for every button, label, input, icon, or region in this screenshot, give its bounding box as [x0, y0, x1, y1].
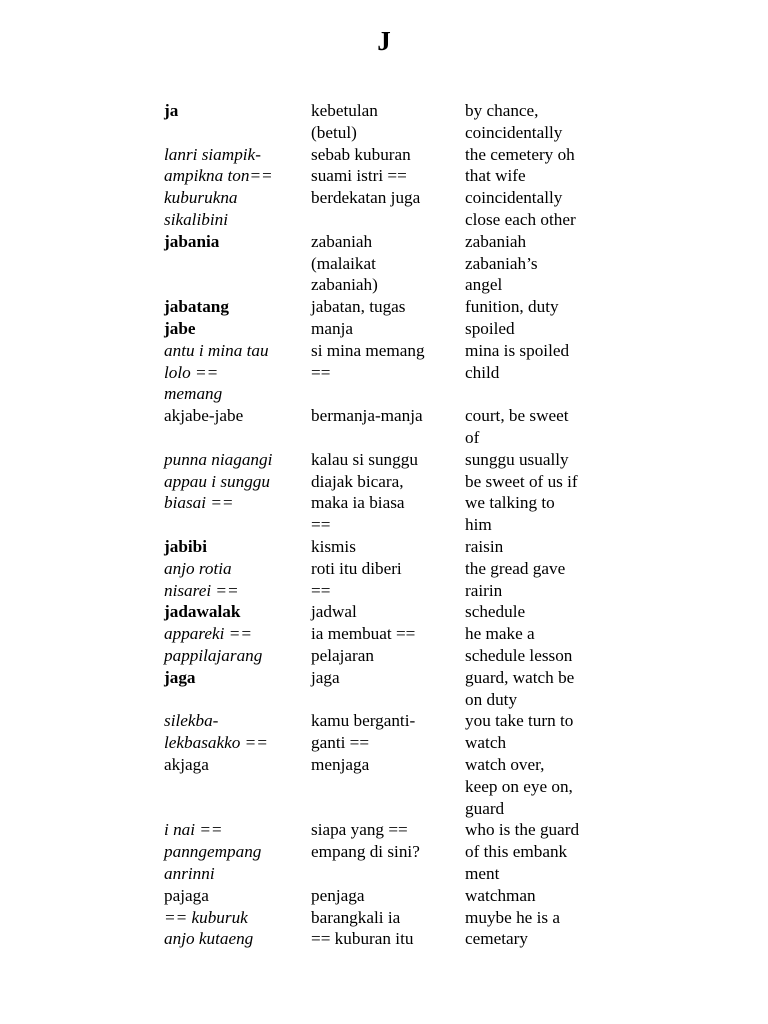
entry-term: jaga	[164, 667, 196, 687]
entry-term: pajaga	[164, 885, 209, 905]
entry-term: jadawalak	[164, 602, 241, 622]
entry-english: spoiled	[465, 319, 515, 338]
entry-english: zabaniah zabaniah’s angel	[465, 231, 538, 295]
entry-term: lanri siampik- ampikna ton== kuburukna sikalibini	[164, 144, 273, 229]
entry-term: antu i mina tau lolo == memang	[164, 340, 269, 404]
entry-indonesian: jadwal	[311, 602, 357, 622]
entry-indonesian: barangkali ia == kuburan itu	[311, 907, 414, 949]
entry-term: akjabe-jabe	[164, 406, 244, 426]
entry-english: sunggu usually be sweet of us if we talking to him	[465, 449, 578, 535]
entry-english: guard, watch be on duty	[465, 667, 575, 709]
entry-term: jabe	[164, 319, 196, 338]
page-heading: J	[377, 26, 391, 56]
entry-english: watch over, keep on eye on, guard	[465, 755, 573, 818]
entry-indonesian: manja	[311, 319, 353, 338]
entry-term: jabibi	[164, 537, 207, 556]
entry-term: akjaga	[164, 755, 209, 774]
entry-indonesian: penjaga	[311, 885, 365, 905]
entry-indonesian: kebetulan (betul)	[311, 101, 378, 142]
entry-term: == kuburuk anjo kutaeng	[164, 907, 254, 949]
entry-english: mina is spoiled child	[465, 340, 570, 382]
entry-term: jabania	[164, 231, 220, 251]
entry-english: he make a schedule lesson	[465, 624, 573, 665]
entry-english: funition, duty	[465, 297, 559, 317]
entry-indonesian: siapa yang == empang di sini?	[311, 820, 420, 862]
entry-indonesian: ia membuat == pelajaran	[311, 624, 416, 665]
entry-english: by chance, coincidentally	[465, 101, 563, 142]
entry-term: ja	[164, 101, 179, 120]
entry-term: jabatang	[164, 297, 229, 317]
entry-english: who is the guard of this embank ment	[465, 820, 580, 883]
entry-indonesian: bermanja-manja	[311, 406, 423, 426]
entry-term: appareki == pappilajarang	[164, 624, 263, 665]
entry-indonesian: kismis	[311, 537, 356, 556]
entry-english: watchman	[465, 885, 536, 905]
entry-indonesian: menjaga	[311, 755, 370, 774]
entry-term: silekba- lekbasakko ==	[164, 711, 268, 753]
entry-term: punna niagangi appau i sunggu biasai ==	[164, 449, 273, 513]
entry-indonesian: kalau si sunggu diajak bicara, maka ia biasa ==	[311, 449, 418, 535]
entry-english: muybe he is a cemetary	[465, 907, 560, 949]
entry-english: you take turn to watch	[465, 711, 574, 753]
entry-indonesian: jabatan, tugas	[311, 297, 406, 317]
entry-english: the cemetery oh that wife coincidentally close each other	[465, 144, 576, 229]
entry-indonesian: kamu berganti- ganti ==	[311, 711, 416, 753]
entry-english: court, be sweet of	[465, 406, 569, 447]
entry-indonesian: roti itu diberi ==	[311, 558, 402, 600]
entry-indonesian: sebab kuburan suami istri == berdekatan juga	[311, 144, 421, 208]
entry-indonesian: jaga	[311, 667, 340, 687]
entry-indonesian: zabaniah (malaikat zabaniah)	[311, 231, 378, 295]
entry-term: i nai == panngempang anrinni	[164, 820, 262, 883]
entry-indonesian: si mina memang ==	[311, 340, 425, 382]
entry-english: schedule	[465, 602, 526, 622]
entry-term: anjo rotia nisarei ==	[164, 558, 239, 600]
entry-english: the gread gave rairin	[465, 558, 566, 600]
entry-english: raisin	[465, 537, 504, 556]
